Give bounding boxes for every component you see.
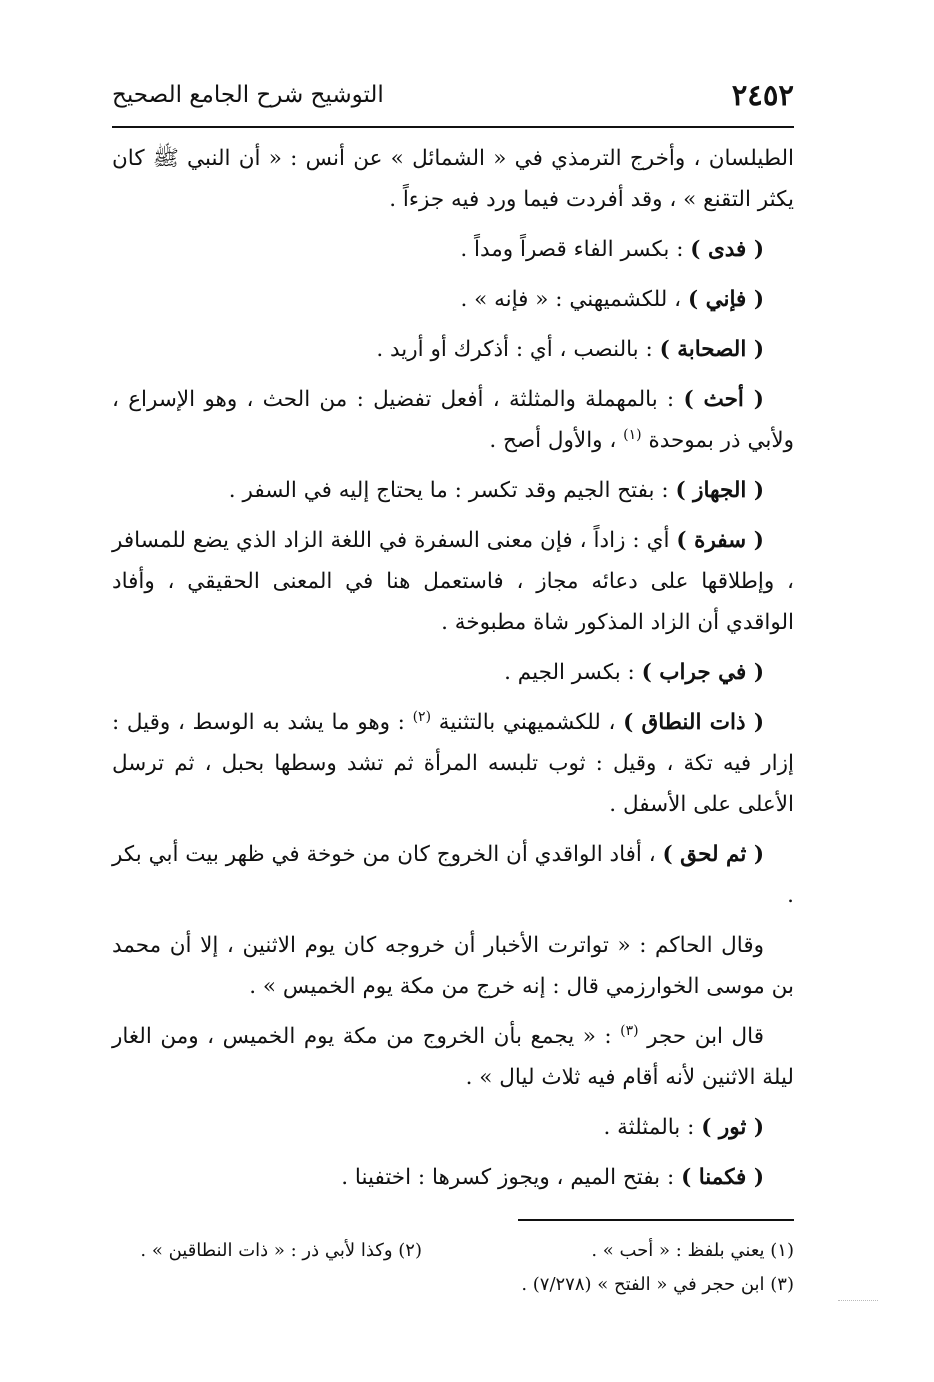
paragraph-text: الطيلسان ، وأخرج الترمذي في « الشمائل » عن أنس : « أن النبي ﷺ كان يكثر التقنع » ، وقد أفردت فيما ورد فيه جزءاً . — [112, 146, 794, 212]
paragraph-text: وقال الحاكم : « تواترت الأخبار أن خروجه كان يوم الاثنين ، إلا أن محمد بن موسى الخوارزمي قال : إنه خرج من مكة يوم الخميس » . — [112, 933, 794, 999]
paragraph-text: : وهو ما يشد به الوسط ، وقيل : إزار فيه تكة ، وقيل : ثوب تلبسه المرأة ثم تشد وسطها بحبل ، ثم ترسل الأعلى على الأسفل . — [112, 710, 794, 817]
running-title: التوشيح شرح الجامع الصحيح — [112, 82, 384, 108]
paragraph-text: : بالنصب ، أي : أذكرك أو أريد . — [376, 337, 660, 362]
lemma: ( فدى ) — [690, 237, 764, 262]
paragraph — [112, 379, 794, 461]
lemma: ( الصحابة ) — [659, 337, 764, 362]
footnotes — [112, 1234, 794, 1302]
paragraph — [112, 652, 794, 693]
paragraph-text: : بالمثلثة . — [603, 1115, 702, 1140]
footnote-marker[interactable]: (٢) — [412, 708, 432, 725]
paragraph-text: : بفتح الجيم وقد تكسر : ما يحتاج إليه في السفر . — [228, 478, 676, 503]
paragraph-text: ، والأول أصح . — [489, 428, 624, 453]
scan-artifact — [838, 1300, 878, 1301]
paragraph-text: ، أفاد الواقدي أن الخروج كان من خوخة في ظهر بيت أبي بكر . — [112, 842, 794, 908]
lemma: ( أحث ) — [683, 387, 764, 412]
paragraph — [112, 279, 794, 320]
paragraph-text: : بكسر الفاء قصراً ومداً . — [460, 237, 691, 262]
footnote-row — [112, 1234, 794, 1268]
footnote-divider — [518, 1219, 794, 1221]
paragraph — [112, 834, 794, 916]
paragraph-text: : بكسر الجيم . — [504, 660, 642, 685]
paragraph — [112, 1016, 794, 1098]
paragraph-text: : « يجمع بأن الخروج من مكة يوم الخميس ، ومن الغار ليلة الاثنين لأنه أقام فيه ثلاث ليال » . — [112, 1024, 794, 1090]
paragraph — [112, 470, 794, 511]
paragraph — [112, 520, 794, 643]
footnote-1: (١) يعني بلفظ : « أحب » . — [591, 1240, 794, 1261]
lemma: ( الجهاز ) — [675, 478, 764, 503]
footnote-3: (٣) ابن حجر في « الفتح » (٧/٢٧٨) . — [521, 1274, 794, 1295]
page-header — [112, 78, 794, 122]
footnote-2: (٢) وكذا لأبي ذر : « ذات النطاقين » . — [140, 1240, 422, 1261]
footnote-row — [112, 1268, 794, 1302]
lemma: ( فكمنا ) — [681, 1165, 764, 1190]
commentary-body — [112, 138, 794, 1207]
paragraph-text: ، للكشميهني بالتثنية — [431, 710, 624, 735]
paragraph-text: ، للكشميهني : « فإنه » . — [460, 287, 688, 312]
paragraph-text: : بالمهملة والمثلثة ، أفعل تفضيل : من الحث ، وهو الإسراع ، ولأبي ذر بموحدة — [112, 387, 794, 453]
paragraph — [112, 925, 794, 1007]
paragraph-text: أي : زاداً ، فإن معنى السفرة في اللغة الزاد الذي يضع للمسافر ، وإطلاقها على دعائه مجاز ، فاستعمل هنا في المعنى الحقيقي ، وأفاد الواقدي أن الزاد المذكور شاة مطبوخة . — [112, 528, 794, 635]
lemma: ( سفرة ) — [676, 528, 764, 553]
lemma: ( في جراب ) — [641, 660, 764, 685]
footnote-marker[interactable]: (١) — [623, 426, 642, 443]
page-number: ٢٤٥٢ — [731, 78, 794, 112]
lemma: ( ثور ) — [701, 1115, 764, 1140]
paragraph — [112, 138, 794, 220]
paragraph — [112, 1157, 794, 1198]
paragraph — [112, 702, 794, 825]
lemma: ( ذات النطاق ) — [623, 710, 764, 735]
paragraph-text: : بفتح الميم ، ويجوز كسرها : اختفينا . — [341, 1165, 682, 1190]
lemma: ( فإني ) — [687, 287, 764, 312]
header-divider — [112, 126, 794, 128]
paragraph-text: قال ابن حجر — [638, 1024, 764, 1049]
footnote-marker[interactable]: (٣) — [620, 1022, 639, 1039]
paragraph — [112, 329, 794, 370]
paragraph — [112, 229, 794, 270]
paragraph — [112, 1107, 794, 1148]
lemma: ( ثم لحق ) — [662, 842, 764, 867]
